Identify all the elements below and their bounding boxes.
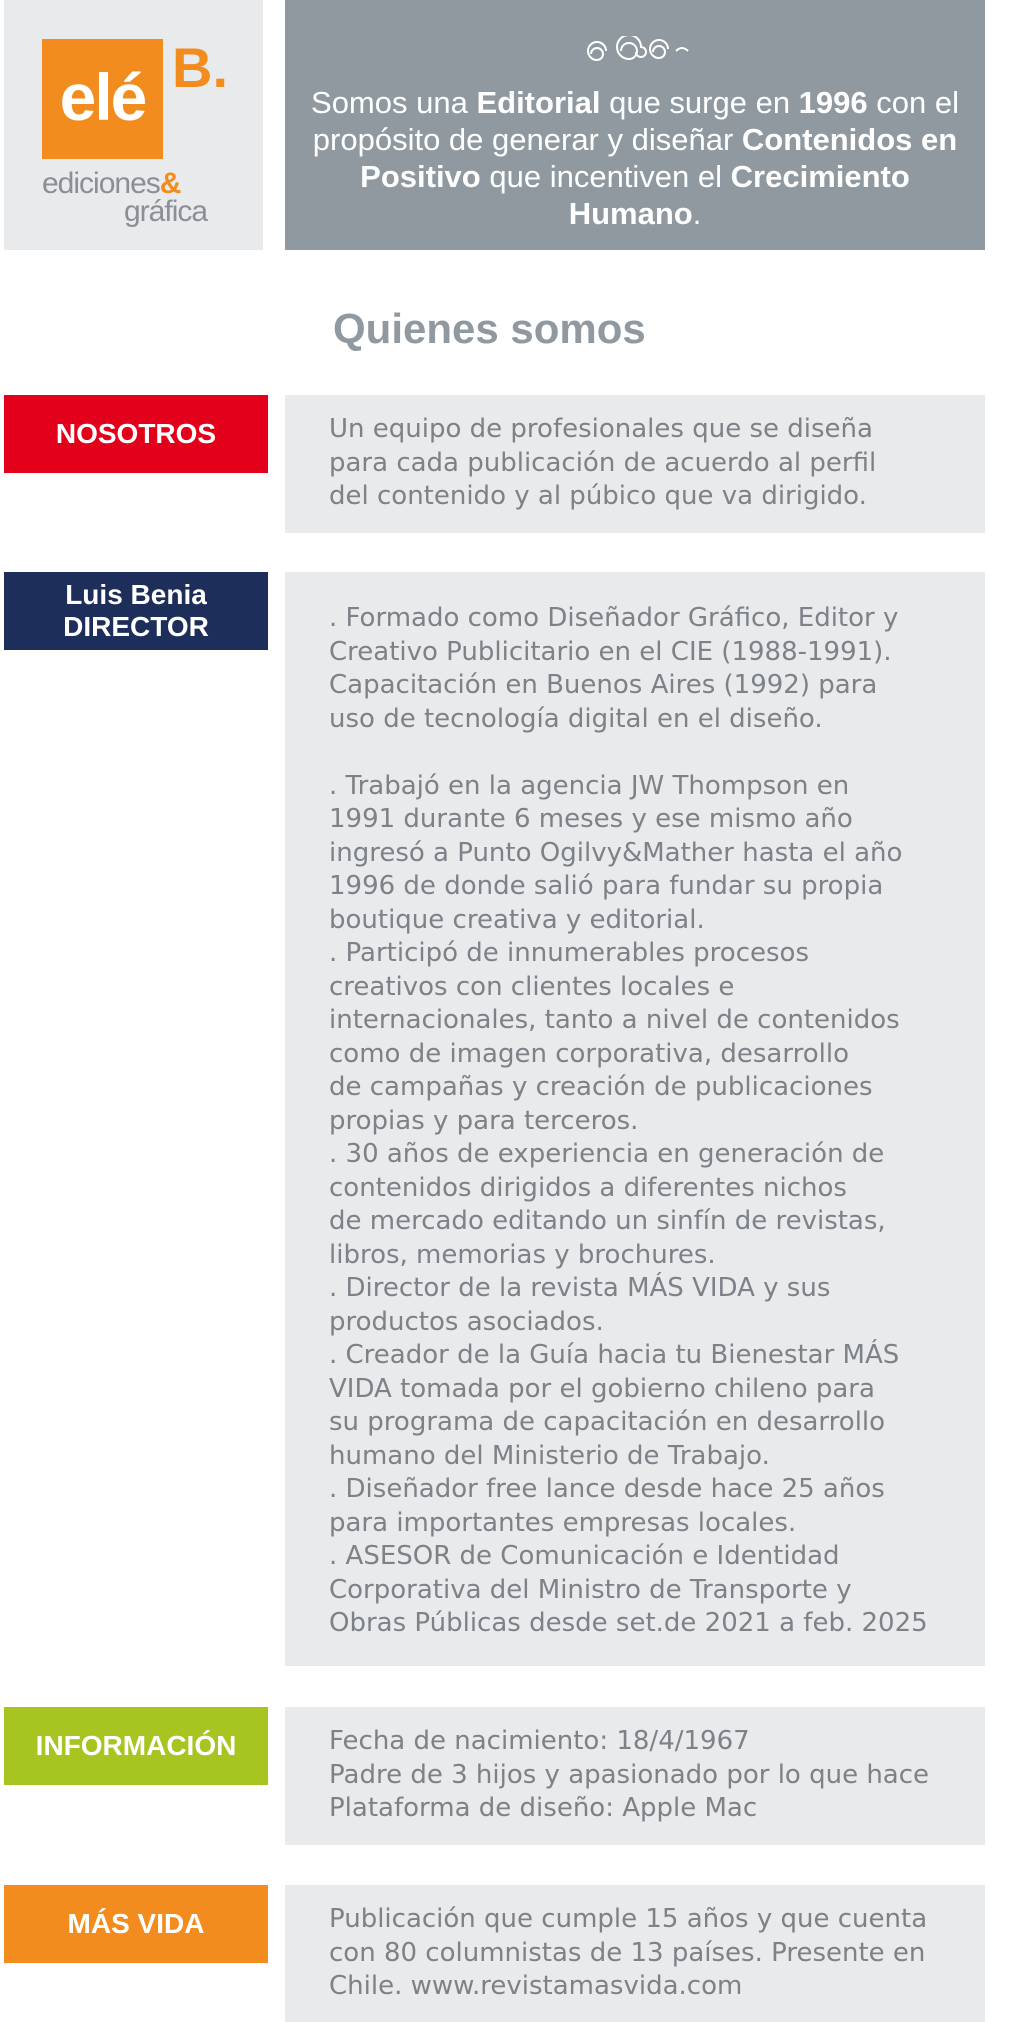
logo-mark-text: elé [59, 60, 146, 134]
intro-highlight-year: 1996 [798, 85, 868, 120]
logo-b-mark: B. [172, 36, 228, 99]
label-mas-vida [4, 1885, 268, 1963]
intro-text-part: que surge en [600, 85, 799, 120]
panel-informacion-text: Fecha de nacimiento: 18/4/1967 Padre de 3 hijos y apasionado por lo que hace Plataforma de diseño: Apple Mac [329, 1726, 930, 1823]
intro-text-part: . [692, 196, 702, 231]
label-informacion [4, 1707, 268, 1785]
logo-word-ediciones: ediciones [42, 167, 160, 200]
panel-informacion [285, 1707, 985, 1845]
intro-text-part: Somos una [311, 85, 477, 120]
panel-director-text: . Formado como Diseñador Gráfico, Editor y Creativo Publicitario en el CIE (1988-1991). Capacitación en Buenos Aires (1992) para uso de tecnología digital en el diseño. . Trabajó en la agencia JW Thompson en 1991 durante 6 meses y ese mismo año ingresó a Punto Ogilvy&Mather hasta el año 1996 de donde salió para fundar su propia boutique creativa y editorial. . Participó de innumerables procesos creativos con clientes locales e internacionales, tanto a nivel de contenidos como de imagen corporativa, desarrollo de campañas y creación de publicaciones propias y para terceros. . 30 años de experiencia en generación de contenidos dirigidos a diferentes nichos de mercado editando un sinfín de revistas, libros, memorias y brochures. . Director de la revista MÁS VIDA y sus productos asociados. . Creador de la Guía hacia tu Bienestar MÁS VIDA tomada por el gobierno chileno para su programa de capacitación en desarrollo humano del Ministerio de Trabajo. . Diseñador free lance desde hace 25 años para importantes empresas locales. . ASESOR de Comunicación e Identidad Corporativa del Ministro de Transporte y Obras Públicas desde set.de 2021 a feb. 2025 [329, 603, 928, 1638]
intro-text-part: que incentiven el [480, 159, 731, 194]
logo [4, 0, 263, 250]
logo-mark-box [42, 39, 163, 159]
intro-text [305, 84, 965, 232]
label-director-role: DIRECTOR [63, 611, 209, 642]
label-nosotros [4, 395, 268, 473]
intro-highlight-crecimiento: Crecimiento Humano [568, 159, 910, 231]
label-informacion-text: INFORMACIÓN [35, 1730, 237, 1761]
label-director [4, 572, 268, 650]
section-title: Quienes somos [333, 305, 646, 352]
intro-banner [285, 0, 985, 250]
label-mas-vida-text: MÁS VIDA [67, 1908, 205, 1939]
logo-subtitle-2: gráfica [124, 195, 208, 228]
panel-mas-vida-text: Publicación que cumple 15 años y que cuenta con 80 columnistas de 13 países. Presente en Chile. www.revistamasvida.com [329, 1904, 928, 2001]
panel-mas-vida [285, 1885, 985, 2022]
logo-ampersand: & [159, 167, 181, 200]
panel-director [285, 572, 985, 1666]
panel-nosotros [285, 395, 985, 533]
intro-text-part: con el propósito de generar y diseñar [312, 85, 959, 157]
panel-nosotros-text: Un equipo de profesionales que se diseña para cada publicación de acuerdo al perfil del contenido y al púbico que va dirigido. [329, 414, 877, 511]
swirl-ornament-icon [581, 36, 691, 66]
label-director-name: Luis Benia [65, 579, 207, 610]
intro-highlight-editorial: Editorial [476, 85, 601, 120]
label-nosotros-text: NOSOTROS [55, 418, 217, 449]
intro-highlight-contenidos: Contenidos en Positivo [360, 122, 958, 194]
